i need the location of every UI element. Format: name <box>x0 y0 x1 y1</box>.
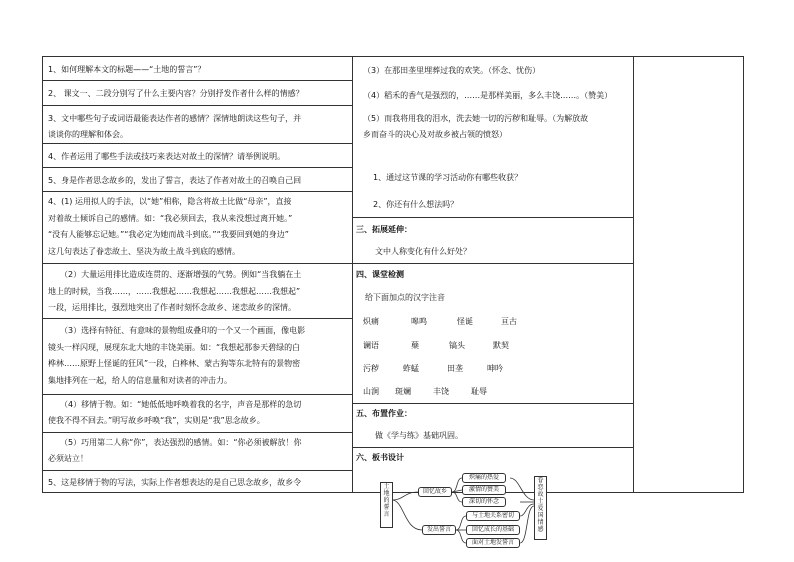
question-3: 3、文中哪些句子或词语最能表达作者的感情？深情地朗读这些句子，并 谈谈你的理解和体会。 <box>48 114 302 139</box>
row-q6 <box>43 471 352 492</box>
row-q4 <box>43 144 352 168</box>
question-1: 1、如何理解本文的标题——“土地的誓言”？ <box>48 65 206 74</box>
right-line-2: （4）稻禾的香气是强烈的，……是那样美丽，多么丰饶……。（赞美） <box>363 91 613 100</box>
row-q5 <box>43 168 352 192</box>
right-line-1: （3）在那田垄里埋葬过我的欢笑。（怀念、忧伤） <box>363 66 541 75</box>
answer-3: （3）选择有特征、有意味的景物组成叠印的一个又一个画面，像电影 镜头一样闪现，展现东北大地的丰饶美丽。如：“我想起那参天碧绿的白 桦林……原野上怪诞的狂风”一段，白桦林、蒙古狗等东北特有的景物密 集地排列在一起，给人的信息量和对读者的冲击力。 <box>48 326 306 385</box>
row-answer-4 <box>43 395 352 433</box>
board-mid-1: 回忆故乡 <box>418 487 452 497</box>
word-4-2: 斑斓 <box>395 387 411 396</box>
board-item-4: 与土地关系密切 <box>466 511 520 521</box>
board-item-2: 激情的赞美 <box>462 485 506 495</box>
word-1-3: 怪诞 <box>457 317 473 326</box>
question-2: 2、 课文一、二段分别写了什么主要内容？分别抒发作者什么样的情感？ <box>48 89 304 98</box>
section-6-heading: 六、板书设计 <box>356 453 404 462</box>
row-q2 <box>43 81 352 106</box>
word-4-4: 耻辱 <box>471 387 487 396</box>
left-column <box>43 57 352 492</box>
divider-line-4 <box>353 447 633 448</box>
word-2-4: 默契 <box>493 341 509 350</box>
board-title-box: 土 地 的 誓 言 <box>380 482 393 528</box>
section-4-intro: 给下面加点的汉字注音 <box>365 293 445 302</box>
answer-1: 4、(1) 运用拟人的手法，以“她”相称，隐含将故土比做“母亲”，直接 对着故土倾诉自己的感情。如：“我必须回去，我从来没想过离开她。” “没有人能够忘记她。”“我必定为她而战斗到底。”“我要回到她的身边” 这几句表达了眷恋故土、坚决为故土战斗到底的感情。 <box>48 197 293 256</box>
word-2-1: 谰语 <box>363 341 379 350</box>
row-q1 <box>43 57 352 81</box>
board-conclusion-box: 眷 恋 故 土 爱 国 情 感 <box>534 476 547 540</box>
board-mid-2: 发出誓言 <box>422 525 456 535</box>
word-1-4: 亘古 <box>501 317 517 326</box>
question-5: 5、身是作者思念故乡的，发出了誓言，表达了作者对故土的召唤自己回 <box>48 176 302 185</box>
section-3-text: 文中人称变化有什么好处？ <box>375 247 471 256</box>
brace-bottom <box>392 500 422 530</box>
word-1-1: 炽痛 <box>363 317 379 326</box>
reflection-question-1: 1、通过这节课的学习活动你有哪些收获？ <box>373 173 523 182</box>
section-4-heading: 四、课堂检测 <box>356 270 404 279</box>
section-3-heading: 三、拓展延伸： <box>356 225 412 234</box>
word-3-1: 污秽 <box>363 364 379 373</box>
row-answer-2 <box>43 264 352 319</box>
lesson-table <box>42 56 744 493</box>
board-item-3: 深切的怀念 <box>462 497 506 507</box>
notes-column <box>634 57 743 492</box>
word-4-3: 丰饶 <box>433 387 449 396</box>
answer-4: （4）移情于物。如：“她低低地呼唤着我的名字，声音是那样的急切 使我不得不回去。”明写故乡呼唤“我”，实则是“我”思念故乡。 <box>48 400 302 425</box>
answer-5: （5）巧用第二人称“你”，表达强烈的感情。如：“你必须被解放！你 必须站立！ <box>48 438 302 463</box>
right-line-3: （5）而我将用我的泪水，洗去她一切的污秽和耻辱。（为解放故 乡而奋斗的决心及对故乡被占领的愤怒） <box>363 114 589 139</box>
divider-line-3 <box>353 403 633 404</box>
question-6: 5、这是移情于物的写法，实际上作者想表达的是自己思念故乡，故乡令 <box>48 478 302 487</box>
section-5-text: 做《学与练》基础巩固。 <box>375 431 463 440</box>
answer-2: （2）大量运用排比造成连贯的、逐渐增强的气势。例如“当我躺在土 地上的时候，当我……，……我想起……我想起……我想起……我想起” 一段，运用排比，强烈地突出了作者时刻怀念故乡、迷恋故乡的深情。 <box>48 270 302 312</box>
reflection-question-2: 2、你还有什么想法吗？ <box>373 200 459 209</box>
word-3-4: 呻吟 <box>487 364 503 373</box>
word-3-2: 蚱蜢 <box>403 364 419 373</box>
row-answer-5 <box>43 433 352 471</box>
word-3-3: 田垄 <box>447 364 463 373</box>
row-answer-1 <box>43 192 352 264</box>
board-item-6: 面对土地发誓言 <box>466 538 520 548</box>
word-2-2: 蘖 <box>411 341 419 350</box>
word-2-3: 镐头 <box>449 341 465 350</box>
row-answer-3 <box>43 319 352 395</box>
board-item-5: 回忆成长的基础 <box>466 525 520 535</box>
board-diagram <box>370 470 590 562</box>
divider-line-1 <box>353 217 633 218</box>
divider-line-2 <box>353 263 633 264</box>
word-1-2: 嗥鸣 <box>411 317 427 326</box>
right-column <box>353 57 633 492</box>
word-4-1: 山涧 <box>363 387 379 396</box>
question-4: 4、作者运用了哪些手法或技巧来表达对故土的深情？请举例说明。 <box>48 152 286 161</box>
row-q3 <box>43 106 352 144</box>
brace-top <box>392 492 418 500</box>
board-item-1: 炽痛的热爱 <box>462 473 506 483</box>
section-5-heading: 五、布置作业： <box>356 409 412 418</box>
